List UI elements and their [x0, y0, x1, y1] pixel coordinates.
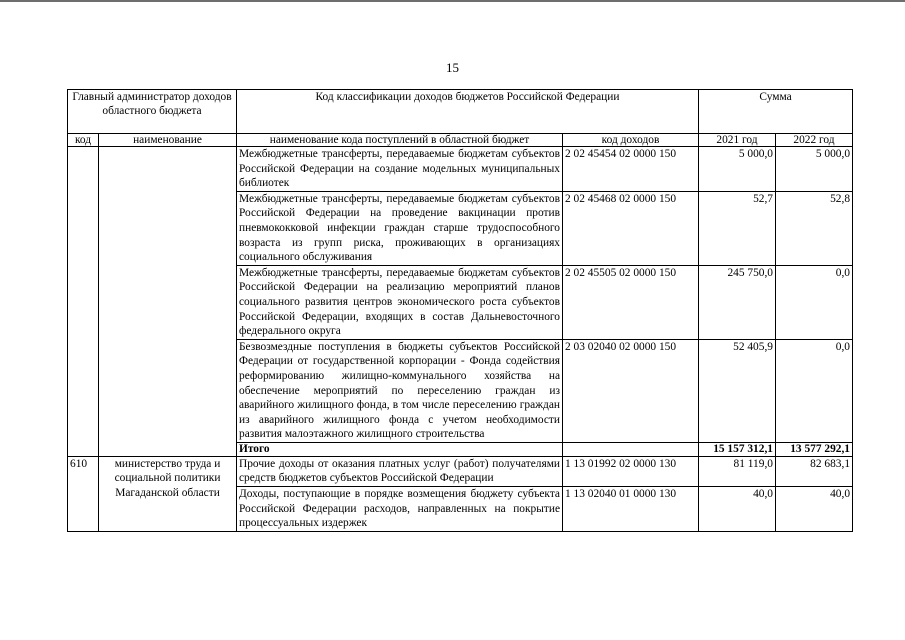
value-2022: 0,0 [776, 339, 853, 442]
admin-name: министерство труда и социальной политики Магаданской области [99, 456, 237, 531]
header-sum: Сумма [699, 90, 853, 134]
value-2021: 40,0 [699, 487, 776, 532]
total-code-cell [563, 442, 699, 456]
value-2021: 81 119,0 [699, 456, 776, 486]
income-code: 1 13 02040 01 0000 130 [563, 487, 699, 532]
admin-name-cell [99, 147, 237, 457]
table-row [68, 456, 853, 486]
top-rule [0, 0, 905, 2]
total-label: Итого [237, 442, 563, 456]
income-name: Прочие доходы от оказания платных услуг (работ) получателями средств бюджетов субъектов Российской Федерации [237, 456, 563, 486]
header-col-income-code: код доходов [563, 134, 699, 147]
value-2021: 52,7 [699, 191, 776, 265]
value-2022: 5 000,0 [776, 147, 853, 192]
value-2022: 40,0 [776, 487, 853, 532]
header-col-2022: 2022 год [776, 134, 853, 147]
value-2022: 0,0 [776, 265, 853, 339]
header-col-2021: 2021 год [699, 134, 776, 147]
revenue-table [67, 89, 853, 532]
income-code: 2 03 02040 02 0000 150 [563, 339, 699, 442]
admin-code: 610 [68, 456, 99, 531]
income-code: 2 02 45468 02 0000 150 [563, 191, 699, 265]
income-name: Межбюджетные трансферты, передаваемые бюджетам субъектов Российской Федерации на реализацию мероприятий планов социального развития центров экономического роста субъектов Российской Федерации, входящих в состав Дальневосточного федерального округа [237, 265, 563, 339]
admin-code-cell [68, 147, 99, 457]
value-2021: 245 750,0 [699, 265, 776, 339]
value-2022: 82 683,1 [776, 456, 853, 486]
header-classification: Код классификации доходов бюджетов Российской Федерации [237, 90, 699, 134]
table-row [68, 147, 853, 192]
income-name: Межбюджетные трансферты, передаваемые бюджетам субъектов Российской Федерации на создание модельных муниципальных библиотек [237, 147, 563, 192]
header-col-admin-name: наименование [99, 134, 237, 147]
value-2022: 52,8 [776, 191, 853, 265]
value-2021: 5 000,0 [699, 147, 776, 192]
income-name: Доходы, поступающие в порядке возмещения бюджету субъекта Российской Федерации расходов, направленных на покрытие процессуальных издержек [237, 487, 563, 532]
page-number: 15 [446, 60, 459, 75]
income-code: 1 13 01992 02 0000 130 [563, 456, 699, 486]
header-col-income-name: наименование кода поступлений в областной бюджет [237, 134, 563, 147]
income-name: Безвозмездные поступления в бюджеты субъектов Российской Федерации от государственной корпорации - Фонда содействия реформированию жилищно-коммунального хозяйства на обеспечение мероприятий по переселению граждан из аварийного жилищного фонда, в том числе переселению граждан из аварийного жилищного фонда с учетом необходимости развития малоэтажного жилищного строительства [237, 339, 563, 442]
total-2021: 15 157 312,1 [699, 442, 776, 456]
income-code: 2 02 45505 02 0000 150 [563, 265, 699, 339]
value-2021: 52 405,9 [699, 339, 776, 442]
income-code: 2 02 45454 02 0000 150 [563, 147, 699, 192]
header-admin-group: Главный администратор доходов областного бюджета [68, 90, 237, 134]
total-2022: 13 577 292,1 [776, 442, 853, 456]
income-name: Межбюджетные трансферты, передаваемые бюджетам субъектов Российской Федерации на проведение вакцинации против пневмококковой инфекции граждан старше трудоспособного возраста из групп риска, проживающих в организациях социального обслуживания [237, 191, 563, 265]
header-col-code: код [68, 134, 99, 147]
